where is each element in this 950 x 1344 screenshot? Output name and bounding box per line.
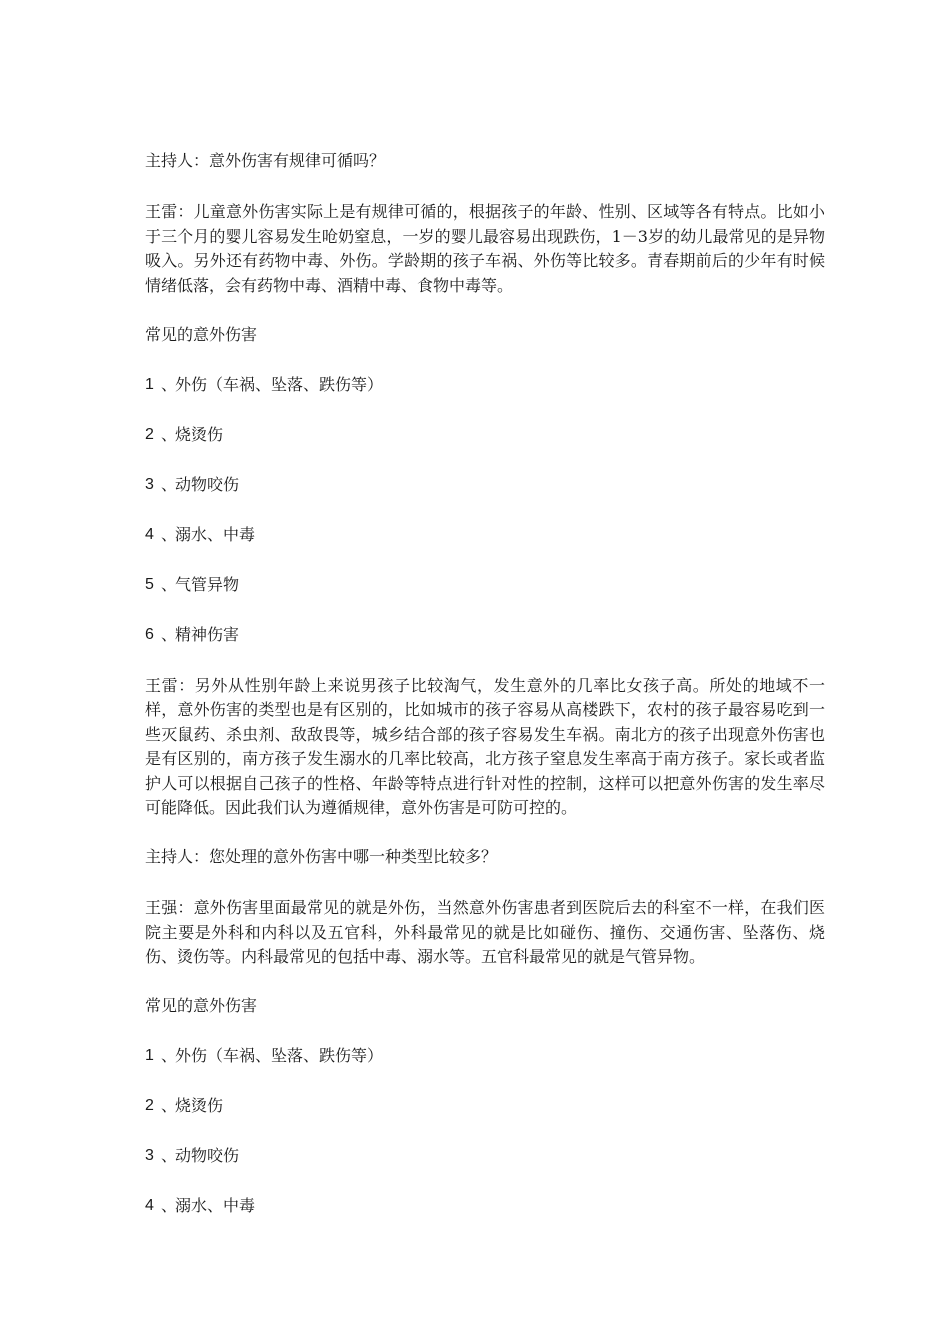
list-text: 烧烫伤 [175, 1096, 224, 1115]
list-item [145, 424, 825, 446]
section-heading-common-injuries: 常见的意外伤害 [145, 324, 258, 344]
list-separator: 、 [161, 1196, 178, 1215]
list-item [145, 1145, 825, 1167]
list-number: 3 [145, 1147, 154, 1164]
list-separator: 、 [161, 574, 178, 594]
list-text: 外伤（车祸、坠落、跌伤等） [175, 374, 384, 394]
list-number: 6 [145, 625, 154, 643]
list-number: 3 [145, 475, 154, 493]
list-item [145, 474, 825, 496]
list-separator: 、 [161, 624, 178, 644]
list-number: 4 [145, 1197, 154, 1214]
host-question-2: 主持人：您处理的意外伤害中哪一种类型比较多？ [145, 847, 498, 866]
list-separator: 、 [161, 424, 178, 444]
answer-paragraph-2: 王雷：另外从性别年龄上来说男孩子比较淘气，发生意外的几率比女孩子高。所处的地域不一样，意外伤害的类型也是有区别的，比如城市的孩子容易从高楼跌下，农村的孩子最容易吃到一些灭鼠药、杀虫剂、敌敌畏等，城乡结合部的孩子容易发生车祸。南北方的孩子出现意外伤害也是有区别的，南方孩子发生溺水的几率比较高，北方孩子窒息发生率高于南方孩子。家长或者监护人可以根据自己孩子的性格、年龄等特点进行针对性的控制，这样可以把意外伤害的发生率尽可能降低。因此我们认为遵循规律，意外伤害是可防可控的。 [145, 675, 825, 817]
host-question-1: 主持人：意外伤害有规律可循吗？ [145, 151, 386, 170]
list-item [145, 524, 825, 546]
list-text: 烧烫伤 [175, 424, 224, 444]
list-separator: 、 [161, 1046, 178, 1065]
list-text: 溺水、中毒 [175, 524, 256, 544]
list-separator: 、 [161, 524, 178, 544]
list-text: 外伤（车祸、坠落、跌伤等） [175, 1046, 384, 1065]
list-text: 精神伤害 [175, 624, 240, 644]
list-item [145, 574, 825, 596]
list-item [145, 1045, 825, 1067]
list-item [145, 624, 825, 646]
list-separator: 、 [161, 1146, 178, 1165]
answer-paragraph-1: 王雷：儿童意外伤害实际上是有规律可循的，根据孩子的年龄、性别、区域等各有特点。比如小于三个月的婴儿容易发生呛奶窒息，一岁的婴儿最容易出现跌伤，1－3岁的幼儿最常见的是异物吸入。另外还有药物中毒、外伤。学龄期的孩子车祸、外伤等比较多。青春期前后的少年有时候情绪低落，会有药物中毒、酒精中毒、食物中毒等。 [145, 202, 825, 295]
list-text: 气管异物 [175, 574, 240, 594]
list-number: 2 [145, 425, 154, 443]
list-item [145, 374, 825, 396]
list-item [145, 1095, 825, 1117]
list-number: 1 [145, 1047, 154, 1064]
list-text: 动物咬伤 [175, 474, 240, 494]
list-text: 动物咬伤 [175, 1146, 240, 1165]
list-separator: 、 [161, 1096, 178, 1115]
list-number: 5 [145, 575, 154, 593]
list-separator: 、 [161, 474, 178, 494]
list-item [145, 1195, 825, 1217]
list-text: 溺水、中毒 [175, 1196, 256, 1215]
list-number: 4 [145, 525, 154, 543]
list-number: 1 [145, 375, 154, 393]
list-number: 2 [145, 1097, 154, 1114]
answer-paragraph-3: 王强：意外伤害里面最常见的就是外伤，当然意外伤害患者到医院后去的科室不一样，在我们医院主要是外科和内科以及五官科，外科最常见的就是比如碰伤、撞伤、交通伤害、坠落伤、烧伤、烫伤等。内科最常见的包括中毒、溺水等。五官科最常见的就是气管异物。 [145, 898, 825, 966]
list-separator: 、 [161, 374, 178, 394]
section-heading-common-injuries-2: 常见的意外伤害 [145, 996, 258, 1015]
document-page [145, 150, 825, 1245]
